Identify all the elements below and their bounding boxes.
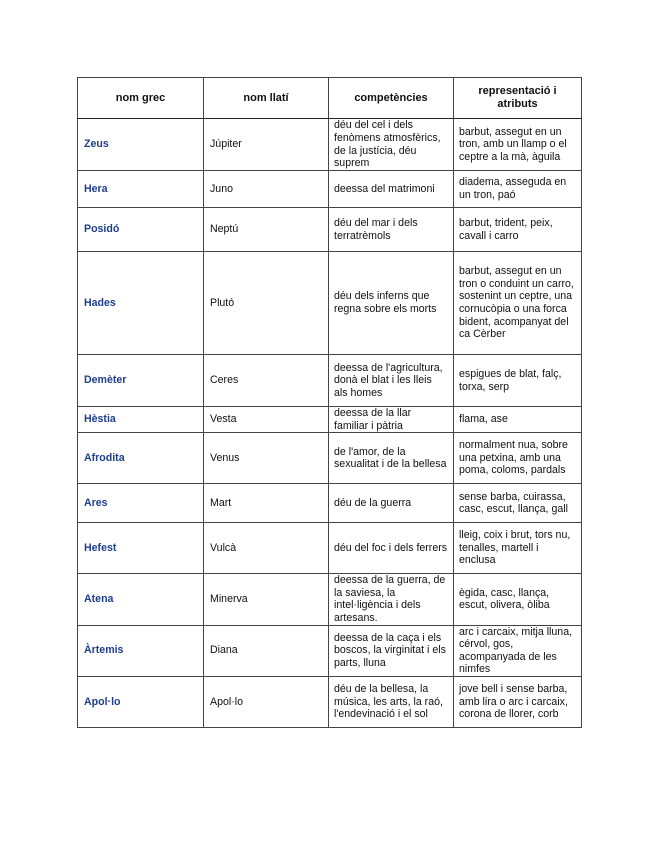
domains-cell: déu del cel i dels fenòmens atmosfèrics, de la justícia, déu suprem	[329, 119, 454, 171]
attributes-cell: jove bell i sense barba, amb lira o arc i carcaix, corona de llorer, corb	[454, 676, 582, 727]
header-domains: competències	[329, 78, 454, 119]
table-row	[78, 252, 582, 355]
latin-name-cell: Neptú	[204, 208, 329, 252]
table-row	[78, 208, 582, 252]
latin-name-cell: Ceres	[204, 355, 329, 407]
latin-name-cell: Juno	[204, 171, 329, 208]
table-row	[78, 119, 582, 171]
domains-cell: deessa de la guerra, de la saviesa, la intel·ligència i dels artesans.	[329, 574, 454, 625]
greek-name-cell: Ares	[78, 484, 204, 523]
greek-name-cell: Demèter	[78, 355, 204, 407]
greek-name-cell: Hades	[78, 252, 204, 355]
domains-cell: deessa de l'agricultura, donà el blat i les lleis als homes	[329, 355, 454, 407]
domains-cell: déu de la guerra	[329, 484, 454, 523]
header-greek-name: nom grec	[78, 78, 204, 119]
greek-name-cell: Zeus	[78, 119, 204, 171]
domains-cell: déu del foc i dels ferrers	[329, 523, 454, 574]
domains-cell: deessa de la llar familiar i pàtria	[329, 407, 454, 433]
greek-name-cell: Posidó	[78, 208, 204, 252]
header-row	[78, 78, 582, 119]
domains-cell: deessa del matrimoni	[329, 171, 454, 208]
greek-name-cell: Hèstia	[78, 407, 204, 433]
table-row	[78, 355, 582, 407]
attributes-cell: barbut, trident, peix, cavall i carro	[454, 208, 582, 252]
header-latin-name: nom llatí	[204, 78, 329, 119]
attributes-cell: sense barba, cuirassa, casc, escut, llança, gall	[454, 484, 582, 523]
domains-cell: déu dels inferns que regna sobre els morts	[329, 252, 454, 355]
table-row	[78, 484, 582, 523]
latin-name-cell: Apol·lo	[204, 676, 329, 727]
latin-name-cell: Plutó	[204, 252, 329, 355]
latin-name-cell: Júpiter	[204, 119, 329, 171]
domains-cell: de l'amor, de la sexualitat i de la bellesa	[329, 433, 454, 484]
domains-cell: déu del mar i dels terratrèmols	[329, 208, 454, 252]
gods-table	[77, 77, 582, 728]
table-row	[78, 523, 582, 574]
header-attributes: representació i atributs	[454, 78, 582, 119]
latin-name-cell: Mart	[204, 484, 329, 523]
attributes-cell: espigues de blat, falç, torxa, serp	[454, 355, 582, 407]
attributes-cell: barbut, assegut en un tron o conduint un carro, sostenint un ceptre, una cornucòpia o una forca bident, acompanyat del ca Cèrber	[454, 252, 582, 355]
attributes-cell: lleig, coix i brut, tors nu, tenalles, martell i enclusa	[454, 523, 582, 574]
attributes-cell: barbut, assegut en un tron, amb un llamp o el ceptre a la mà, àguila	[454, 119, 582, 171]
domains-cell: deessa de la caça i els boscos, la virginitat i els parts, lluna	[329, 625, 454, 676]
latin-name-cell: Diana	[204, 625, 329, 676]
latin-name-cell: Venus	[204, 433, 329, 484]
latin-name-cell: Minerva	[204, 574, 329, 625]
attributes-cell: ègida, casc, llança, escut, olivera, òliba	[454, 574, 582, 625]
table-row	[78, 574, 582, 625]
latin-name-cell: Vesta	[204, 407, 329, 433]
greek-name-cell: Àrtemis	[78, 625, 204, 676]
greek-name-cell: Atena	[78, 574, 204, 625]
greek-name-cell: Hefest	[78, 523, 204, 574]
table-row	[78, 407, 582, 433]
greek-name-cell: Afrodita	[78, 433, 204, 484]
domains-cell: déu de la bellesa, la música, les arts, la raó, l'endevinació i el sol	[329, 676, 454, 727]
table-row	[78, 676, 582, 727]
table-row	[78, 625, 582, 676]
table-row	[78, 171, 582, 208]
table-row	[78, 433, 582, 484]
greek-name-cell: Apol·lo	[78, 676, 204, 727]
attributes-cell: arc i carcaix, mitja lluna, cérvol, gos, acompanyada de les nimfes	[454, 625, 582, 676]
attributes-cell: diadema, asseguda en un tron, paó	[454, 171, 582, 208]
greek-name-cell: Hera	[78, 171, 204, 208]
attributes-cell: normalment nua, sobre una petxina, amb una poma, coloms, pardals	[454, 433, 582, 484]
attributes-cell: flama, ase	[454, 407, 582, 433]
latin-name-cell: Vulcà	[204, 523, 329, 574]
